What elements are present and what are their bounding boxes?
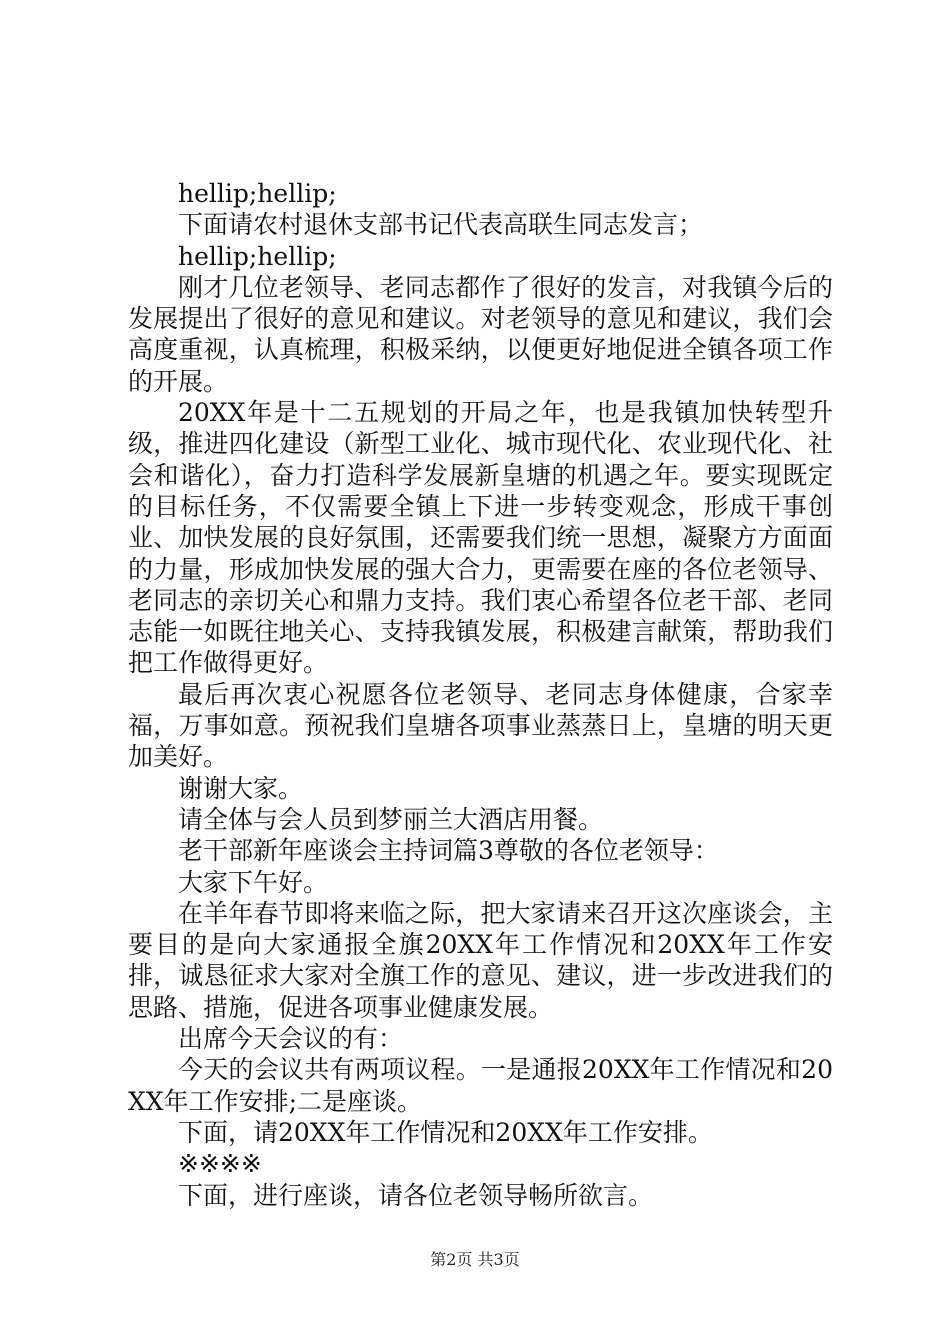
page-footer: 第2页 共3页: [430, 1250, 520, 1269]
paragraph: 谢谢大家。: [178, 773, 304, 803]
paragraph: 出席今天会议的有：: [178, 1024, 404, 1054]
paragraph: 下面，请20XX年工作情况和20XX年工作安排。: [178, 1117, 713, 1147]
paragraph: 下面，进行座谈，请各位老领导畅所欲言。: [178, 1180, 654, 1210]
paragraph: 老干部新年座谈会主持词篇3尊敬的各位老领导：: [178, 836, 719, 866]
paragraph: hellip;hellip;: [178, 179, 337, 208]
paragraph: 在羊年春节即将来临之际，把大家请来召开这次座谈会，主要目的是向大家通报全旗20XX年工作情况和20XX年工作安排，诚恳征求大家对全旗工作的意见、建议，进一步改进我们的思路、措施，促进各项事业健康发展。: [128, 898, 833, 1022]
paragraph: 最后再次衷心祝愿各位老领导、老同志身体健康，合家幸福，万事如意。预祝我们皇塘各项事业蒸蒸日上，皇塘的明天更加美好。: [128, 679, 833, 772]
paragraph: 请全体与会人员到梦丽兰大酒店用餐。: [178, 804, 604, 834]
paragraph: 下面请农村退休支部书记代表高联生同志发言；: [178, 210, 704, 240]
paragraph: 刚才几位老领导、老同志都作了很好的发言，对我镇今后的发展提出了很好的意见和建议。对老领导的意见和建议，我们会高度重视，认真梳理，积极采纳，以便更好地促进全镇各项工作的开展。: [128, 272, 833, 396]
paragraph: ※※※※: [178, 1149, 262, 1179]
paragraph: 大家下午好。: [178, 867, 329, 897]
paragraph: 今天的会议共有两项议程。一是通报20XX年工作情况和20XX年工作安排;二是座谈。: [128, 1055, 833, 1116]
document-body: [128, 178, 833, 1211]
paragraph: 20XX年是十二五规划的开局之年，也是我镇加快转型升级，推进四化建设（新型工业化、城市现代化、农业现代化、社会和谐化），奋力打造科学发展新皇塘的机遇之年。要实现既定的目标任务，不仅需要全镇上下进一步转变观念，形成干事创业、加快发展的良好氛围，还需要我们统一思想，凝聚方方面面的力量，形成加快发展的强大合力，更需要在座的各位老领导、老同志的亲切关心和鼎力支持。我们衷心希望各位老干部、老同志能一如既往地关心、支持我镇发展，积极建言献策，帮助我们把工作做得更好。: [128, 398, 833, 678]
paragraph: hellip;hellip;: [178, 241, 337, 271]
